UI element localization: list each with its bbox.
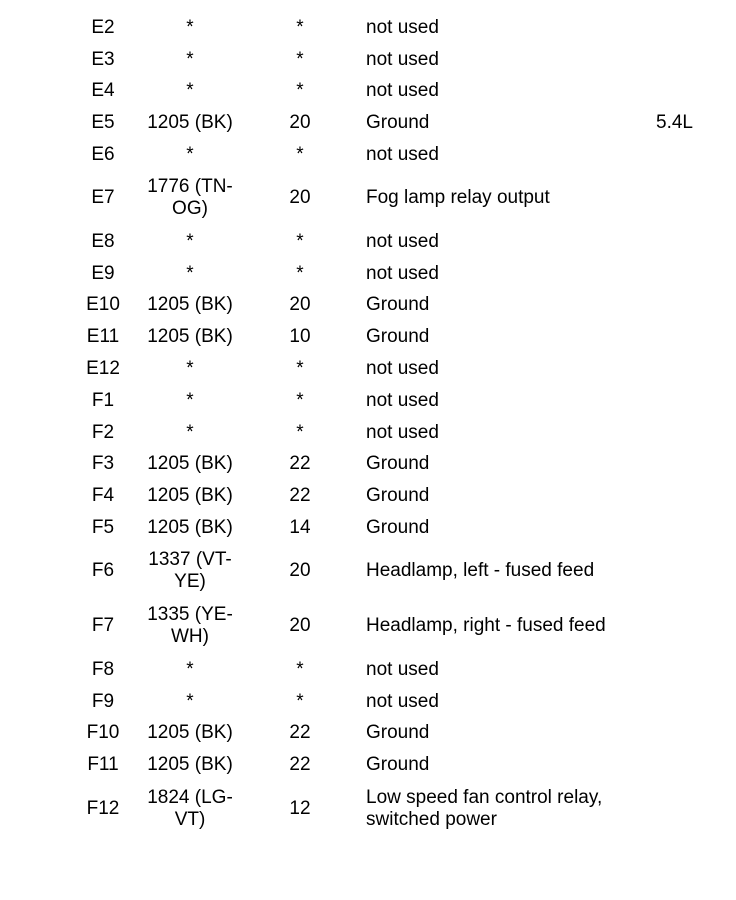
note-cell [656, 544, 736, 599]
description-text: not used [366, 230, 439, 252]
circuit-cell [140, 226, 240, 258]
circuit-cell [140, 718, 240, 750]
gauge-cell: * [296, 358, 304, 380]
note-cell [656, 321, 736, 353]
pin-cell: E5 [91, 112, 115, 134]
circuit-cell [140, 449, 240, 481]
note-cell [656, 12, 736, 44]
circuit-cell [140, 654, 240, 686]
gauge-cell: * [296, 658, 304, 680]
pin-cell: F10 [86, 722, 120, 744]
circuit-text: 1205 (BK) [147, 326, 233, 348]
circuit-cell [140, 107, 240, 139]
circuit-text: 1205 (BK) [147, 722, 233, 744]
table-row [66, 686, 736, 718]
table-row [66, 226, 736, 258]
table-row [66, 353, 736, 385]
description-text: not used [366, 262, 439, 284]
pin-cell: F11 [87, 754, 119, 776]
circuit-text-continued: YE) [174, 571, 206, 593]
circuit-text-continued: OG) [172, 198, 208, 220]
pin-cell: E2 [91, 16, 115, 38]
circuit-text: * [186, 358, 194, 380]
circuit-text: 1205 (BK) [147, 112, 233, 134]
circuit-text: 1205 (BK) [147, 754, 233, 776]
table-row [66, 12, 736, 44]
circuit-cell [140, 417, 240, 449]
gauge-cell: 22 [289, 754, 311, 776]
gauge-cell: * [296, 144, 304, 166]
circuit-text-continued: VT) [174, 808, 206, 830]
note-cell [656, 599, 736, 654]
note-cell [656, 44, 736, 76]
description-cell [360, 385, 656, 417]
pin-cell: E8 [91, 230, 115, 252]
circuit-cell [140, 171, 240, 226]
pin-cell: F6 [91, 560, 115, 582]
description-cell [360, 107, 656, 139]
circuit-cell [140, 290, 240, 322]
table-row [66, 290, 736, 322]
circuit-cell [140, 385, 240, 417]
gauge-cell: 20 [289, 560, 311, 582]
gauge-cell: 22 [289, 485, 311, 507]
description-text: Ground [366, 112, 430, 134]
description-text: not used [366, 658, 439, 680]
gauge-cell: * [296, 421, 304, 443]
gauge-cell: 12 [289, 797, 311, 819]
description-text: Headlamp, right - fused feed [366, 615, 606, 637]
description-text: not used [366, 80, 439, 102]
description-cell [360, 353, 656, 385]
gauge-cell: 20 [289, 112, 311, 134]
gauge-cell: * [296, 16, 304, 38]
description-cell [360, 171, 656, 226]
pin-cell: E6 [91, 144, 115, 166]
description-cell [360, 480, 656, 512]
note-cell [656, 171, 736, 226]
description-text: not used [366, 421, 439, 443]
circuit-cell [140, 599, 240, 654]
circuit-text: 1337 (VT- [148, 549, 232, 571]
description-cell [360, 599, 656, 654]
circuit-text: 1205 (BK) [147, 517, 233, 539]
note-cell [656, 258, 736, 290]
circuit-text: * [186, 262, 194, 284]
description-text: Ground [366, 326, 430, 348]
description-cell [360, 12, 656, 44]
gauge-cell: * [296, 262, 304, 284]
circuit-text: 1824 (LG- [147, 786, 233, 808]
description-text: Ground [366, 517, 430, 539]
pin-cell: F5 [91, 517, 115, 539]
pin-cell: E3 [91, 48, 115, 70]
pin-cell: F4 [91, 485, 115, 507]
table-row [66, 258, 736, 290]
table-row [66, 480, 736, 512]
description-text: not used [366, 358, 439, 380]
note-cell [656, 654, 736, 686]
description-cell [360, 781, 656, 836]
description-cell [360, 321, 656, 353]
note-cell [656, 76, 736, 108]
pin-cell: F12 [86, 797, 120, 819]
description-cell [360, 544, 656, 599]
description-text: not used [366, 16, 439, 38]
pin-cell: E4 [91, 80, 115, 102]
circuit-text: 1776 (TN- [147, 176, 233, 198]
description-cell [360, 139, 656, 171]
circuit-cell [140, 44, 240, 76]
circuit-text: 1335 (YE- [147, 604, 233, 626]
pin-cell: F3 [91, 453, 115, 475]
gauge-cell: 20 [289, 187, 311, 209]
pin-cell: E7 [91, 187, 115, 209]
circuit-text: * [186, 230, 194, 252]
circuit-cell [140, 321, 240, 353]
note-cell [656, 385, 736, 417]
table-row [66, 417, 736, 449]
note-cell [656, 449, 736, 481]
gauge-cell: 20 [289, 615, 311, 637]
pin-cell: E11 [86, 326, 120, 348]
pin-cell: F8 [91, 658, 115, 680]
table-row [66, 544, 736, 599]
table-row [66, 139, 736, 171]
description-cell [360, 417, 656, 449]
gauge-cell: * [296, 80, 304, 102]
circuit-text: * [186, 48, 194, 70]
note-cell: 5.4L [656, 112, 693, 134]
description-cell [360, 654, 656, 686]
description-text: not used [366, 389, 439, 411]
description-cell [360, 749, 656, 781]
table-row [66, 44, 736, 76]
circuit-cell [140, 749, 240, 781]
table-row [66, 654, 736, 686]
circuit-text: * [186, 16, 194, 38]
description-text: Ground [366, 722, 430, 744]
description-text: not used [366, 690, 439, 712]
circuit-cell [140, 139, 240, 171]
gauge-cell: 14 [289, 517, 311, 539]
gauge-cell: 22 [289, 453, 311, 475]
table-row [66, 749, 736, 781]
circuit-text: 1205 (BK) [147, 453, 233, 475]
description-cell [360, 718, 656, 750]
note-cell [656, 781, 736, 836]
gauge-cell: * [296, 230, 304, 252]
circuit-cell [140, 544, 240, 599]
description-cell [360, 226, 656, 258]
description-cell [360, 686, 656, 718]
gauge-cell: * [296, 690, 304, 712]
description-text: Low speed fan control relay, [366, 786, 603, 808]
description-cell [360, 449, 656, 481]
circuit-cell [140, 258, 240, 290]
circuit-text: 1205 (BK) [147, 485, 233, 507]
gauge-cell: 10 [289, 326, 311, 348]
description-text: Ground [366, 754, 430, 776]
description-text-continued: switched power [366, 808, 497, 830]
description-text: Headlamp, left - fused feed [366, 560, 595, 582]
circuit-text: * [186, 421, 194, 443]
circuit-cell [140, 353, 240, 385]
pin-cell: E12 [86, 358, 120, 380]
note-cell [656, 417, 736, 449]
table-row [66, 512, 736, 544]
circuit-cell [140, 686, 240, 718]
connector-pinout-table [66, 12, 736, 836]
pinout-table-body [66, 12, 736, 836]
note-cell [656, 480, 736, 512]
pin-cell: F1 [91, 389, 115, 411]
description-cell [360, 44, 656, 76]
description-cell [360, 258, 656, 290]
circuit-cell [140, 480, 240, 512]
description-cell [360, 512, 656, 544]
note-cell [656, 512, 736, 544]
description-text: not used [366, 48, 439, 70]
note-cell [656, 749, 736, 781]
table-row [66, 107, 736, 139]
pin-cell: E9 [91, 262, 115, 284]
pin-cell: F2 [91, 421, 115, 443]
circuit-cell [140, 781, 240, 836]
note-cell [656, 139, 736, 171]
table-row [66, 385, 736, 417]
pin-cell: E10 [86, 294, 120, 316]
circuit-text: * [186, 144, 194, 166]
circuit-text: 1205 (BK) [147, 294, 233, 316]
note-cell [656, 353, 736, 385]
table-row [66, 171, 736, 226]
circuit-cell [140, 76, 240, 108]
table-row [66, 718, 736, 750]
circuit-text-continued: WH) [171, 626, 209, 648]
description-text: Ground [366, 453, 430, 475]
circuit-text: * [186, 80, 194, 102]
description-cell [360, 290, 656, 322]
table-row [66, 781, 736, 836]
gauge-cell: 20 [289, 294, 311, 316]
circuit-text: * [186, 658, 194, 680]
note-cell [656, 226, 736, 258]
pin-cell: F9 [91, 690, 115, 712]
circuit-text: * [186, 690, 194, 712]
gauge-cell: * [296, 389, 304, 411]
gauge-cell: * [296, 48, 304, 70]
table-row [66, 449, 736, 481]
description-text: Ground [366, 294, 430, 316]
table-row [66, 76, 736, 108]
circuit-cell [140, 12, 240, 44]
note-cell [656, 718, 736, 750]
table-row [66, 599, 736, 654]
description-text: Ground [366, 485, 430, 507]
circuit-text: * [186, 389, 194, 411]
description-text: Fog lamp relay output [366, 187, 550, 209]
note-cell [656, 686, 736, 718]
note-cell [656, 290, 736, 322]
circuit-cell [140, 512, 240, 544]
gauge-cell: 22 [289, 722, 311, 744]
table-row [66, 321, 736, 353]
description-cell [360, 76, 656, 108]
description-text: not used [366, 144, 439, 166]
pin-cell: F7 [91, 615, 115, 637]
